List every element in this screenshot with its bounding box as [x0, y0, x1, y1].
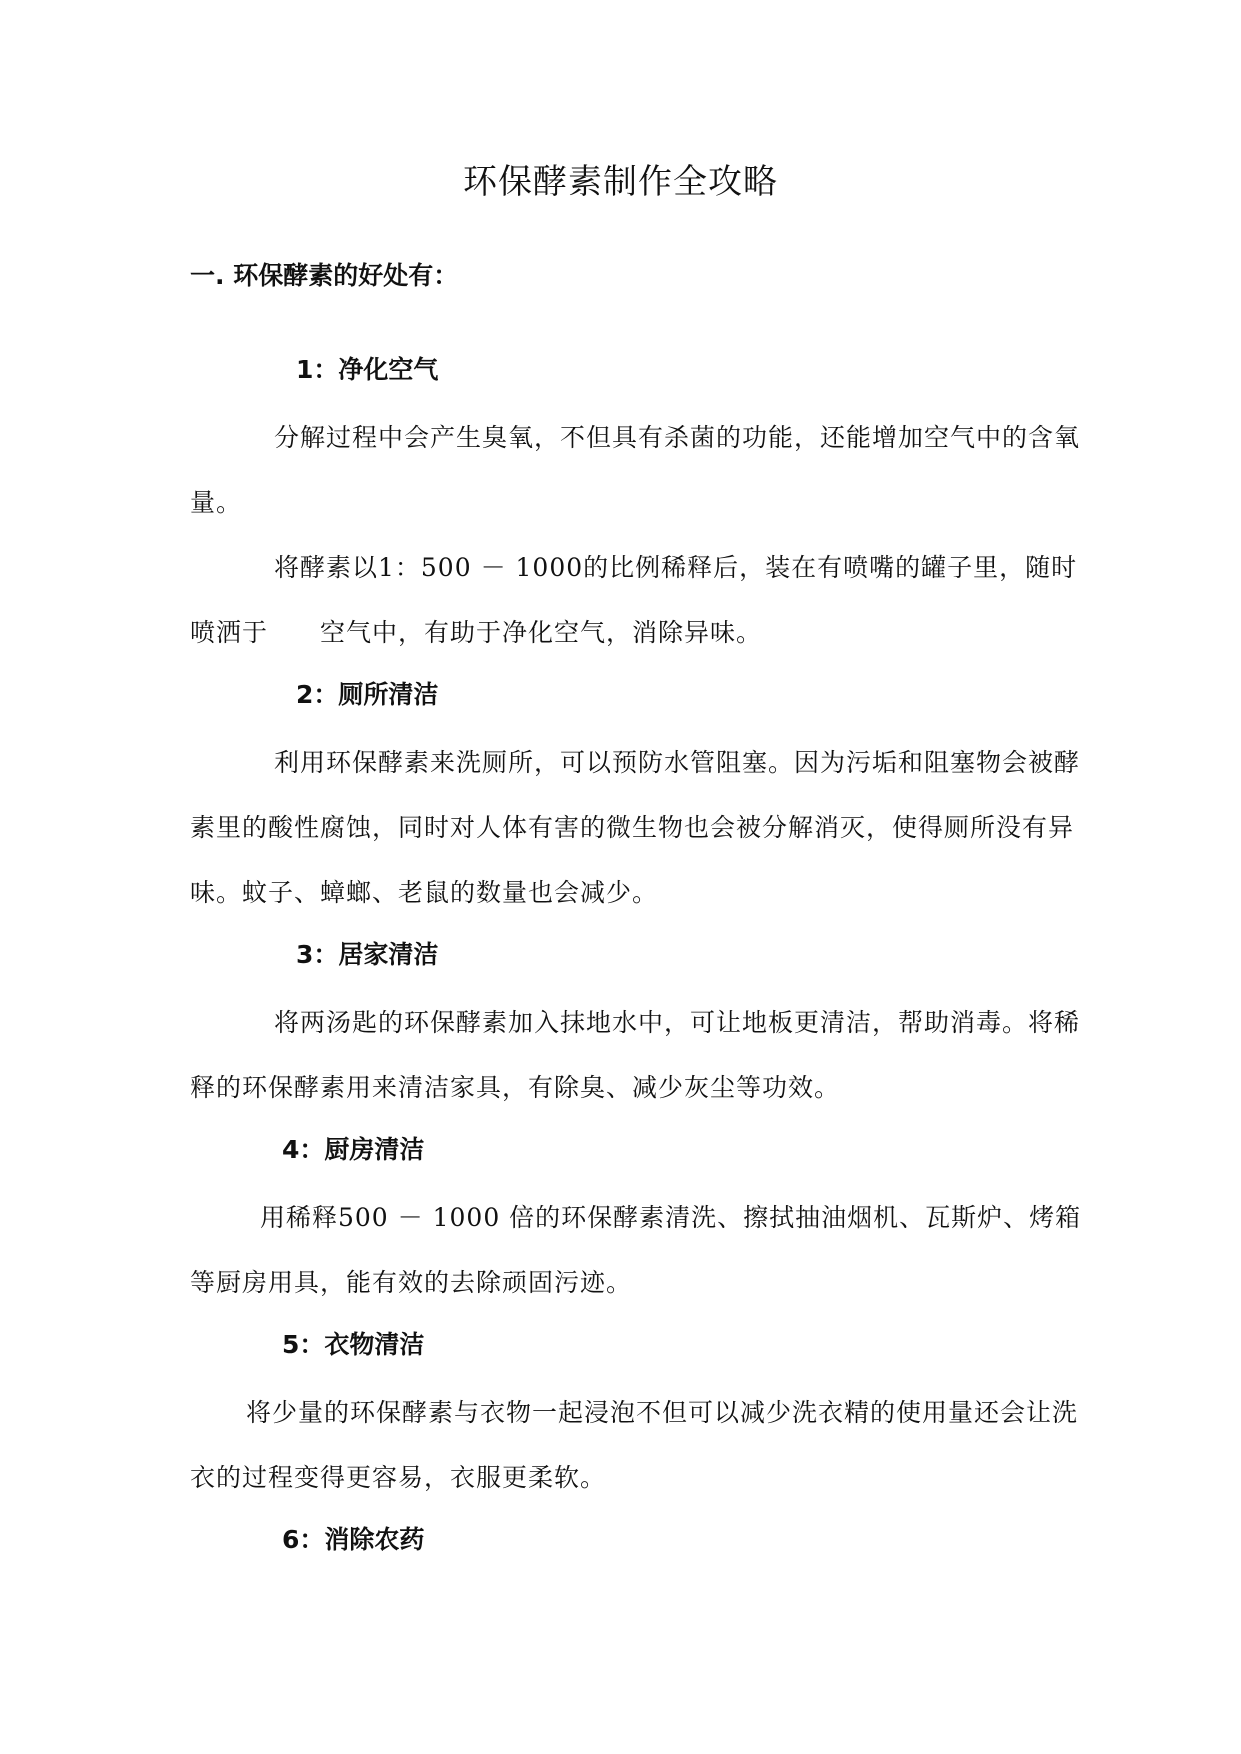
item-heading-5: 5：衣物清洁: [282, 1330, 425, 1359]
item-1-paragraph-1: 分解过程中会产生臭氧，不但具有杀菌的功能，还能增加空气中的含氧量。: [190, 423, 1081, 517]
document-title: 环保酵素制作全攻略: [463, 162, 778, 202]
item-heading-1: 1：净化空气: [296, 355, 439, 384]
item-3-paragraph-1: 将两汤匙的环保酵素加入抹地水中，可让地板更清洁，帮助消毒。将稀释的环保酵素用来清洁家具，有除臭、减少灰尘等功效。: [190, 1008, 1081, 1102]
item-heading-3: 3：居家清洁: [296, 940, 439, 969]
item-2-paragraph-1: 利用环保酵素来洗厕所，可以预防水管阻塞。因为污垢和阻塞物会被酵素里的酸性腐蚀，同时对人体有害的微生物也会被分解消灭，使得厕所没有异味。蚊子、蟑螂、老鼠的数量也会减少。: [190, 748, 1081, 907]
item-1-paragraph-2: 将酵素以1：500 － 1000的比例稀释后，装在有喷嘴的罐子里，随时喷洒于 空气中，有助于净化空气，消除异味。: [190, 553, 1078, 647]
item-heading-2: 2：厕所清洁: [296, 680, 439, 709]
item-4-paragraph-1: 用稀释500 － 1000 倍的环保酵素清洗、擦拭抽油烟机、瓦斯炉、烤箱等厨房用具，能有效的去除顽固污迹。: [190, 1203, 1082, 1297]
section-heading-benefits: 一. 环保酵素的好处有：: [190, 261, 459, 290]
item-heading-6: 6：消除农药: [282, 1525, 425, 1554]
item-5-paragraph-1: 将少量的环保酵素与衣物一起浸泡不但可以减少洗衣精的使用量还会让洗衣的过程变得更容易，衣服更柔软。: [190, 1398, 1079, 1492]
item-heading-4: 4：厨房清洁: [282, 1135, 425, 1164]
